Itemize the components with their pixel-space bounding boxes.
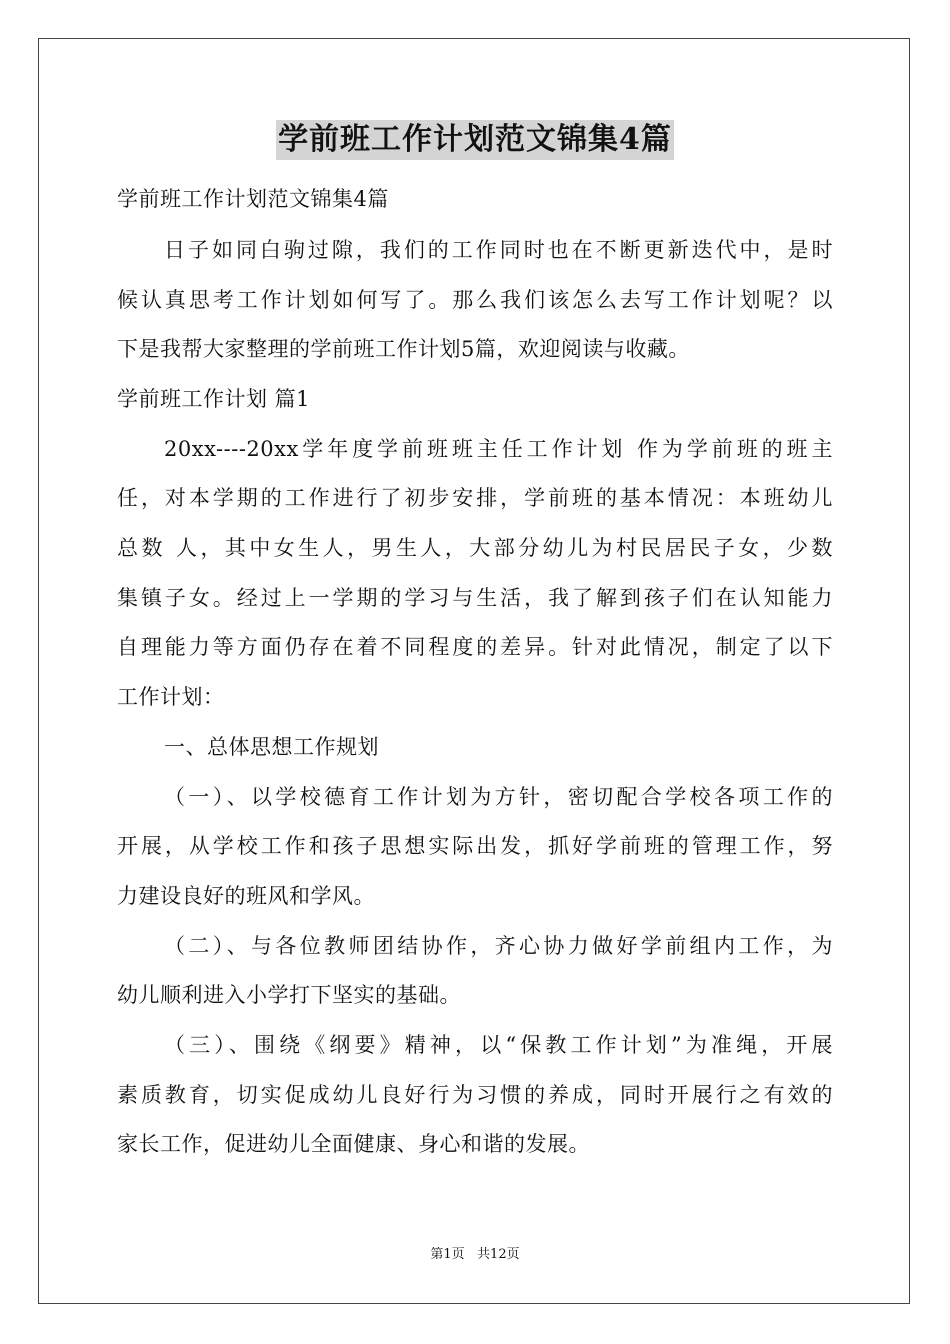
section-heading: 学前班工作计划 篇1 — [117, 387, 311, 411]
paragraph-line: 开展，从学校工作和孩子思想实际出发，抓好学前班的管理工作，努 — [117, 834, 833, 858]
paragraph-line: 总数 人，其中女生人，男生人，大部分幼儿为村民居民子女，少数 — [117, 536, 833, 560]
subtitle-line: 学前班工作计划范文锦集4篇 — [117, 187, 389, 211]
page-footer: 第1页 共12页 — [430, 1247, 520, 1262]
paragraph-line: 自理能力等方面仍存在着不同程度的差异。针对此情况，制定了以下 — [117, 635, 833, 659]
paragraph-line: 任，对本学期的工作进行了初步安排，学前班的基本情况：本班幼儿 — [117, 486, 833, 510]
paragraph-line: 20xx----20xx学年度学前班班主任工作计划 作为学前班的班主 — [164, 437, 833, 461]
paragraph-line: 集镇子女。经过上一学期的学习与生活，我了解到孩子们在认知能力 — [117, 586, 833, 610]
title-container — [0, 120, 950, 160]
paragraph-line: 候认真思考工作计划如何写了。那么我们该怎么去写工作计划呢？以 — [117, 288, 833, 312]
paragraph-line: 力建设良好的班风和学风。 — [117, 884, 375, 908]
paragraph-line: 工作计划： — [117, 685, 225, 709]
paragraph-line: 家长工作，促进幼儿全面健康、身心和谐的发展。 — [117, 1132, 590, 1156]
page-frame — [38, 38, 910, 1304]
paragraph-line: （三）、围绕《纲要》精神，以“保教工作计划”为准绳，开展 — [164, 1033, 833, 1057]
paragraph-line: 素质教育，切实促成幼儿良好行为习惯的养成，同时开展行之有效的 — [117, 1083, 833, 1107]
paragraph-line: （一）、以学校德育工作计划为方针，密切配合学校各项工作的 — [164, 785, 833, 809]
paragraph-line: 幼儿顺利进入小学打下坚实的基础。 — [117, 983, 461, 1007]
document-title: 学前班工作计划范文锦集4篇 — [276, 120, 674, 160]
paragraph-line: 下是我帮大家整理的学前班工作计划5篇，欢迎阅读与收藏。 — [117, 337, 690, 361]
subsection-heading: 一、总体思想工作规划 — [164, 735, 379, 759]
paragraph-line: 日子如同白驹过隙，我们的工作同时也在不断更新迭代中，是时 — [164, 238, 833, 262]
paragraph-line: （二）、与各位教师团结协作，齐心协力做好学前组内工作，为 — [164, 934, 833, 958]
